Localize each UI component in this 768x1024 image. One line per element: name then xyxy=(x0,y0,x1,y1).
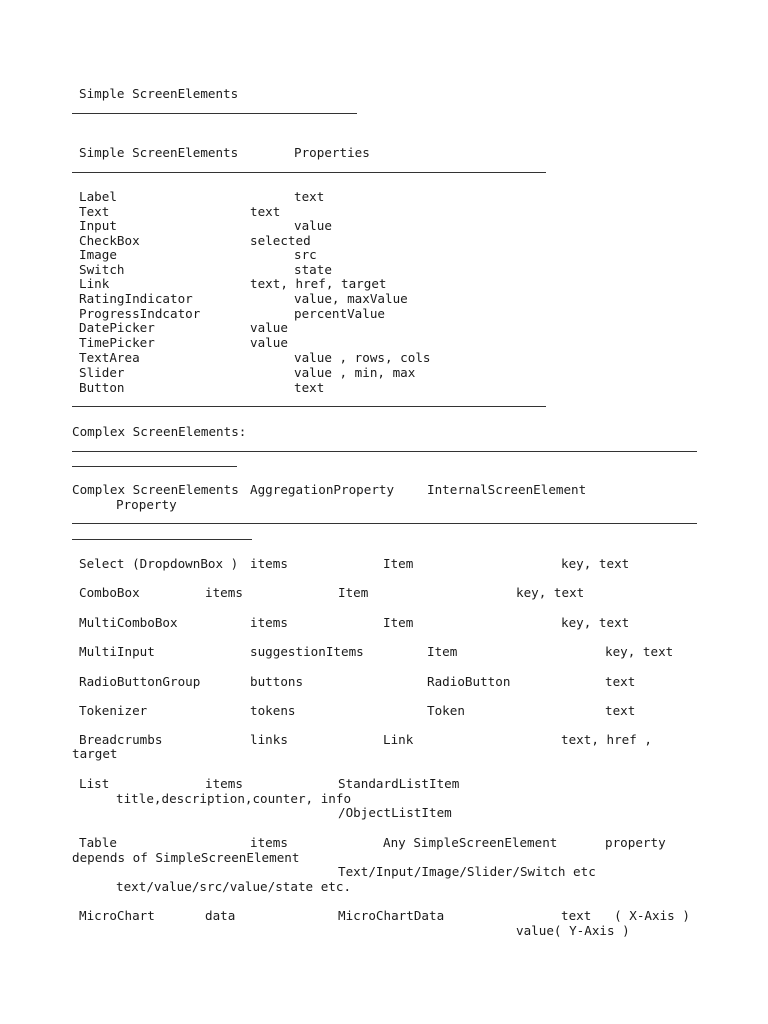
complex-section-title: Complex ScreenElements: xyxy=(72,424,247,439)
internal-element: MicroChartData xyxy=(338,908,445,923)
element-property: key, text xyxy=(561,615,630,630)
table-header-divider-wrap xyxy=(72,539,252,540)
aggregation-property: items xyxy=(205,776,243,791)
element-property: selected xyxy=(250,233,311,248)
element-property: text xyxy=(250,204,281,219)
internal-element: Token xyxy=(427,703,465,718)
element-name: MultiInput xyxy=(79,644,155,659)
table-header-aggregation: AggregationProperty xyxy=(250,482,395,497)
element-name: TimePicker xyxy=(79,335,155,350)
title-divider xyxy=(72,113,357,114)
element-property: text, href , xyxy=(561,732,652,747)
aggregation-property: tokens xyxy=(250,703,296,718)
internal-element: Item xyxy=(427,644,458,659)
aggregation-property: items xyxy=(250,556,288,571)
element-property-wrap: depends of SimpleScreenElement xyxy=(72,850,300,865)
element-name: ProgressIndcator xyxy=(79,306,201,321)
element-name: RadioButtonGroup xyxy=(79,674,201,689)
element-property-cont: text/value/src/value/state etc. xyxy=(116,879,352,894)
element-property: text, href, target xyxy=(250,276,387,291)
element-name: Slider xyxy=(79,365,125,380)
aggregation-property: links xyxy=(250,732,288,747)
internal-element: Link xyxy=(383,732,414,747)
internal-element: Item xyxy=(383,615,414,630)
table-header-divider xyxy=(72,523,697,524)
element-property: value xyxy=(250,335,288,350)
element-property: text xyxy=(605,703,636,718)
element-name: List xyxy=(79,776,110,791)
element-name: Select (DropdownBox ) xyxy=(79,556,239,571)
table-header-properties: Properties xyxy=(294,145,370,160)
element-name: Link xyxy=(79,276,110,291)
table-header-element: Simple ScreenElements xyxy=(79,145,239,160)
aggregation-property: items xyxy=(250,835,288,850)
element-property-wrap: target xyxy=(72,746,118,761)
element-property: value , rows, cols xyxy=(294,350,431,365)
internal-element-cont: Text/Input/Image/Slider/Switch etc xyxy=(338,864,596,879)
element-name: Input xyxy=(79,218,117,233)
element-property: text xyxy=(294,189,325,204)
element-property: percentValue xyxy=(294,306,385,321)
aggregation-property: buttons xyxy=(250,674,304,689)
internal-element: Item xyxy=(338,585,369,600)
aggregation-property: data xyxy=(205,908,236,923)
element-name: Tokenizer xyxy=(79,703,148,718)
element-name: Switch xyxy=(79,262,125,277)
internal-element: Item xyxy=(383,556,414,571)
element-property: text xyxy=(605,674,636,689)
element-property: value xyxy=(250,320,288,335)
element-property: src xyxy=(294,247,317,262)
element-name: Table xyxy=(79,835,117,850)
element-property: value xyxy=(294,218,332,233)
element-name: MicroChart xyxy=(79,908,155,923)
element-property: key, text xyxy=(561,556,630,571)
aggregation-property: items xyxy=(205,585,243,600)
element-property: state xyxy=(294,262,332,277)
element-property: text xyxy=(294,380,325,395)
complex-title-divider xyxy=(72,451,697,452)
aggregation-property: suggestionItems xyxy=(250,644,364,659)
table-header-element: Complex ScreenElements xyxy=(72,482,239,497)
element-name: Text xyxy=(79,204,110,219)
element-name: Label xyxy=(79,189,117,204)
element-name: DatePicker xyxy=(79,320,155,335)
internal-element: StandardListItem xyxy=(338,776,460,791)
element-name: Image xyxy=(79,247,117,262)
element-property: text ( X-Axis ) xyxy=(561,908,690,923)
element-name: ComboBox xyxy=(79,585,140,600)
element-name: Breadcrumbs xyxy=(79,732,163,747)
element-property-cont: value( Y-Axis ) xyxy=(516,923,630,938)
internal-element-cont: /ObjectListItem xyxy=(338,805,452,820)
element-name: MultiComboBox xyxy=(79,615,178,630)
element-property: value , min, max xyxy=(294,365,416,380)
element-name: Button xyxy=(79,380,125,395)
complex-title-divider-wrap xyxy=(72,466,237,467)
internal-element: Any SimpleScreenElement xyxy=(383,835,558,850)
table-footer-divider xyxy=(72,406,546,407)
element-property: key, text xyxy=(605,644,674,659)
aggregation-property: items xyxy=(250,615,288,630)
element-name: CheckBox xyxy=(79,233,140,248)
table-header-internal: InternalScreenElement xyxy=(427,482,587,497)
element-property: key, text xyxy=(516,585,585,600)
element-property: property xyxy=(605,835,666,850)
element-name: RatingIndicator xyxy=(79,291,193,306)
table-header-divider xyxy=(72,172,546,173)
element-property: title,description,counter, info xyxy=(116,791,352,806)
element-property: value, maxValue xyxy=(294,291,408,306)
simple-section-title: Simple ScreenElements xyxy=(79,86,239,101)
table-header-property: Property xyxy=(116,497,177,512)
element-name: TextArea xyxy=(79,350,140,365)
internal-element: RadioButton xyxy=(427,674,511,689)
